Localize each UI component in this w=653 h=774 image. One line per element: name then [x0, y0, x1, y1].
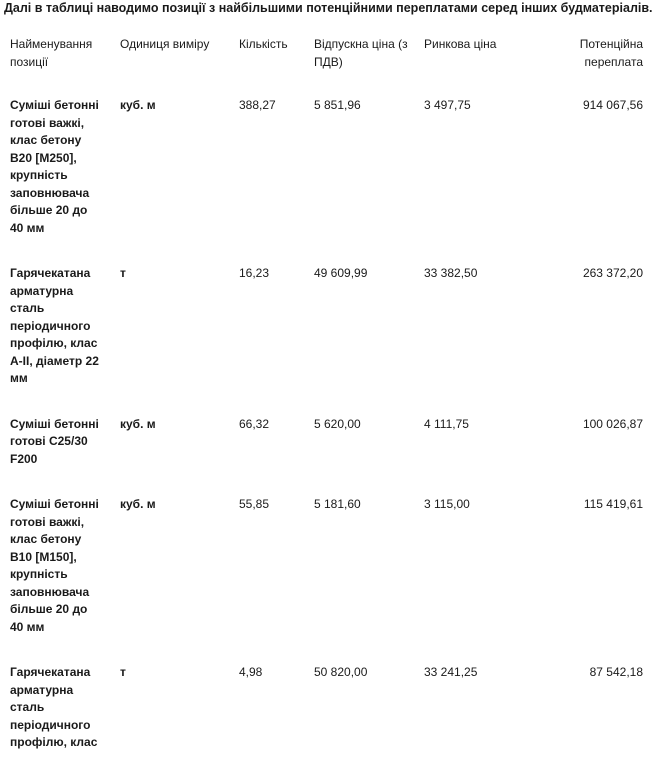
cell-unit: куб. м — [120, 497, 156, 511]
cell-qty: 55,85 — [239, 497, 270, 511]
cell-qty: 66,32 — [239, 416, 270, 431]
cell-unit: т — [120, 665, 126, 679]
cell-qty: 4,98 — [239, 665, 263, 679]
cell-price: 5 181,60 — [314, 497, 361, 511]
table-row — [0, 490, 653, 658]
cell-market: 3 115,00 — [424, 497, 470, 511]
cell-price: 49 609,99 — [314, 266, 368, 280]
cell-name: Суміші бетонні готові важкі, клас бетону В10 [М150], крупність заповнювача більше 20 до 40 мм — [10, 497, 99, 634]
table-row — [0, 658, 653, 774]
header-name: Найменування позиції — [10, 37, 93, 69]
cell-name: Суміші бетонні готові важкі, клас бетону В20 [М250], крупність заповнювача більше 20 до 40 мм — [10, 98, 99, 235]
cell-unit: куб. м — [120, 98, 156, 112]
cell-name: Гарячекатана арматурна сталь періодичного профілю, клас — [10, 665, 98, 749]
cell-name: Гарячекатана арматурна сталь періодичного профілю, клас А-ІІ, діаметр 22 мм — [10, 266, 99, 385]
cell-name: Суміші бетонні готові С25/30 F200 — [10, 416, 99, 466]
cell-price: 5 620,00 — [314, 416, 361, 431]
cell-market: 33 382,50 — [424, 266, 478, 280]
table-header-row — [0, 28, 653, 91]
header-qty: Кількість — [239, 37, 288, 51]
header-price: Відпускна ціна (з ПДВ) — [314, 37, 408, 69]
cell-market: 4 111,75 — [424, 416, 469, 431]
table-row — [0, 259, 653, 410]
cell-overpay: 87 542,18 — [589, 665, 643, 679]
cell-overpay: 100 026,87 — [582, 416, 643, 431]
cell-unit: т — [120, 266, 126, 280]
intro-text: Далі в таблиці наводимо позиції з найбільшими потенційними переплатами серед інших будматеріалів. — [4, 1, 653, 15]
cell-price: 50 820,00 — [314, 665, 368, 679]
header-market: Ринкова ціна — [424, 37, 497, 51]
header-unit: Одиниця виміру — [120, 37, 210, 51]
cell-overpay: 914 067,56 — [582, 98, 643, 112]
cell-market: 33 241,25 — [424, 665, 478, 679]
table-row — [0, 410, 653, 491]
cell-market: 3 497,75 — [424, 98, 471, 112]
cell-overpay: 115 419,61 — [583, 497, 643, 511]
overpayment-table — [0, 28, 653, 774]
table-row — [0, 91, 653, 259]
cell-price: 5 851,96 — [314, 98, 361, 112]
cell-unit: куб. м — [120, 416, 156, 431]
header-overpay: Потенційна переплата — [579, 37, 643, 69]
cell-qty: 16,23 — [239, 266, 270, 280]
cell-overpay: 263 372,20 — [582, 266, 643, 280]
cell-qty: 388,27 — [239, 98, 276, 112]
